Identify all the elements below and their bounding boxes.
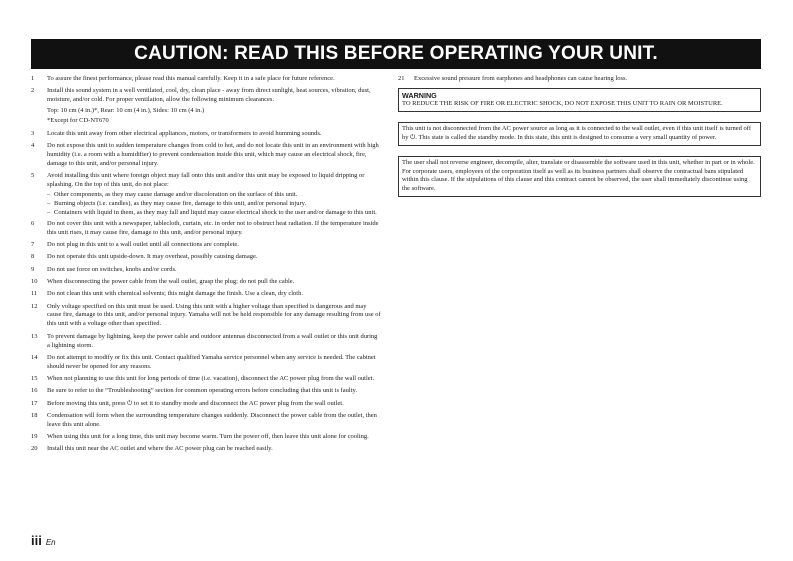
list-item bbox=[31, 266, 381, 277]
item-paragraph: Do not attempt to modify or fix this unit. Contact qualified Yamaha service personnel when any service is needed. The cabinet should never be opened for any reasons. bbox=[47, 353, 376, 370]
item-paragraph: When using this unit for a long time, this unit may become warm. Turn the power off, then leave this unit alone for cooling. bbox=[47, 433, 369, 441]
item-number: 13 bbox=[31, 332, 38, 340]
language-code: En bbox=[45, 538, 56, 547]
item-number: 14 bbox=[31, 353, 38, 361]
list-item bbox=[31, 400, 381, 411]
item-number: 4 bbox=[31, 141, 35, 149]
item-number: 17 bbox=[31, 399, 38, 407]
standby-notice-text: This unit is not disconnected from the AC power source as long as it is connected to the wall outlet, even if this unit itself is turned off by ⏻. This state is called the standby mode. In this state, this unit is designed to consume a very small quantity of power. bbox=[402, 124, 752, 141]
item-text bbox=[47, 130, 381, 141]
item-number: 5 bbox=[31, 171, 35, 179]
item-number: 11 bbox=[31, 290, 38, 298]
item-text bbox=[47, 241, 381, 252]
list-item bbox=[398, 75, 761, 84]
item-number: 1 bbox=[31, 75, 35, 82]
item-number: 8 bbox=[31, 253, 35, 261]
bullet-list bbox=[47, 191, 381, 218]
item-paragraph: Do not clean this unit with chemical solvents; this might damage the finish. Use a clean, dry cloth. bbox=[47, 290, 303, 298]
list-item bbox=[31, 142, 381, 170]
bullet-item bbox=[47, 191, 381, 200]
list-item bbox=[31, 172, 381, 218]
item-text bbox=[47, 172, 381, 218]
list-item bbox=[31, 241, 381, 252]
item-paragraph: When not planning to use this unit for long periods of time (i.e. vacation), disconnect the AC power plug from the wall outlet. bbox=[47, 375, 375, 383]
item-number: 2 bbox=[31, 87, 35, 95]
item-paragraph: To prevent damage by lightning, keep the power cable and outdoor antennas disconnected from a wall outlet or this unit during a lightning storm. bbox=[47, 332, 378, 349]
bullet-text: Containers with liquid in them, as they may fall and liquid may cause electrical shock to the user and/or damage to this unit. bbox=[54, 209, 377, 217]
item-number: 18 bbox=[31, 411, 38, 419]
list-item bbox=[31, 290, 381, 301]
item-number: 20 bbox=[31, 445, 38, 453]
list-item bbox=[31, 220, 381, 239]
warning-text: TO REDUCE THE RISK OF FIRE OR ELECTRIC SHOCK, DO NOT EXPOSE THIS UNIT TO RAIN OR MOISTURE. bbox=[402, 99, 723, 107]
item-text bbox=[47, 333, 381, 352]
bullet-text: Burning objects (i.e. candles), as they may cause fire, damage to this unit, and/or personal injury. bbox=[54, 200, 307, 208]
list-item bbox=[31, 412, 381, 431]
item-number: 3 bbox=[31, 129, 35, 137]
list-item bbox=[31, 445, 381, 456]
item-number: 9 bbox=[31, 265, 35, 273]
item-paragraph: Do not operate this unit upside-down. It may overheat, possibly causing damage. bbox=[47, 253, 258, 261]
bullet-item bbox=[47, 200, 381, 209]
item-number: 21 bbox=[398, 75, 405, 82]
item-paragraph: Do not expose this unit to sudden temperature changes from cold to hot, and do not locate this unit in an environment with high humidity (i.e. a room with a humidifier) to prevent condensation inside this unit, which may cause an electrical shock, fire, damage to this unit, and/or personal injury. bbox=[47, 141, 379, 167]
item-text bbox=[47, 303, 381, 331]
left-column bbox=[31, 75, 381, 458]
item-number: 7 bbox=[31, 241, 35, 249]
item-paragraph: Install this unit near the AC outlet and where the AC power plug can be reached easily. bbox=[47, 445, 273, 453]
item-text bbox=[47, 375, 381, 386]
item-text bbox=[47, 445, 381, 456]
item-number: 10 bbox=[31, 277, 38, 285]
item-text bbox=[47, 278, 381, 289]
item-number: 16 bbox=[31, 387, 38, 395]
bullet-item bbox=[47, 209, 381, 218]
list-item bbox=[31, 387, 381, 398]
item-paragraph: Before moving this unit, press ⏻ to set it to standby mode and disconnect the AC power plug from the wall outlet. bbox=[47, 399, 344, 407]
item-number: 12 bbox=[31, 302, 38, 310]
item-paragraph: When disconnecting the power cable from the wall outlet, grasp the plug; do not pull the cable. bbox=[47, 277, 295, 285]
list-item bbox=[31, 433, 381, 444]
item-text bbox=[47, 400, 381, 411]
item-text bbox=[47, 87, 381, 127]
caution-banner bbox=[31, 39, 761, 69]
caution-title: CAUTION: READ THIS BEFORE OPERATING YOUR UNIT. bbox=[134, 43, 658, 64]
item-paragraph: Do not use force on switches, knobs and/or cords. bbox=[47, 265, 177, 273]
item-text bbox=[47, 253, 381, 264]
list-item bbox=[31, 303, 381, 331]
item-text bbox=[47, 387, 381, 398]
list-item bbox=[31, 253, 381, 264]
item-text bbox=[47, 433, 381, 444]
item-paragraph: *Except for CD-NT670 bbox=[47, 117, 109, 125]
item-text bbox=[47, 290, 381, 301]
list-item bbox=[31, 375, 381, 386]
item-paragraph: Do not plug in this unit to a wall outlet until all connections are complete. bbox=[47, 241, 239, 249]
warning-title: WARNING bbox=[402, 90, 437, 100]
software-notice-box bbox=[398, 156, 761, 198]
list-item bbox=[31, 354, 381, 373]
item-paragraph: Avoid installing this unit where foreign object may fall onto this unit and/or this unit may be exposed to liquid dripping or splashing. On the top of this unit, do not place: bbox=[47, 171, 365, 188]
list-item bbox=[31, 130, 381, 141]
item-text bbox=[47, 75, 381, 86]
list-item bbox=[31, 75, 381, 86]
list-item bbox=[31, 87, 381, 127]
item-text: Excessive sound pressure from earphones and headphones can cause hearing loss. bbox=[414, 75, 628, 82]
list-item bbox=[31, 333, 381, 352]
item-paragraph: Condensation will form when the surrounding temperature changes suddenly. Disconnect the power cable from the outlet, then leave this unit alone. bbox=[47, 411, 377, 428]
page-number: iii bbox=[31, 533, 42, 548]
item-text bbox=[47, 220, 381, 239]
item-number: 19 bbox=[31, 433, 38, 441]
bullet-text: Other components, as they may cause damage and/or discoloration on the surface of this unit. bbox=[54, 191, 298, 199]
item-paragraph: Only voltage specified on this unit must be used. Using this unit with a higher voltage than specified is dangerous and may cause fire, damage to this unit, and/or personal injury. Yamaha will not be held responsible for any damage resulting from use of this unit with a voltage other than specified. bbox=[47, 302, 381, 328]
right-column bbox=[398, 75, 761, 197]
warning-box bbox=[398, 88, 761, 112]
item-text bbox=[47, 266, 381, 277]
item-paragraph: Top: 10 cm (4 in.)*, Rear: 10 cm (4 in.), Sides: 10 cm (4 in.) bbox=[47, 106, 205, 114]
item-number: 6 bbox=[31, 219, 35, 227]
dash-icon: – bbox=[47, 200, 51, 208]
item-paragraph: Locate this unit away from other electrical appliances, motors, or transformers to avoid humming sounds. bbox=[47, 129, 322, 137]
list-item bbox=[31, 278, 381, 289]
item-paragraph: To assure the finest performance, please read this manual carefully. Keep it in a safe place for future reference. bbox=[47, 75, 335, 82]
item-text bbox=[47, 142, 381, 170]
page-footer bbox=[31, 533, 56, 548]
standby-notice-box bbox=[398, 122, 761, 146]
item-paragraph: Do not cover this unit with a newspaper, tablecloth, curtain, etc. in order not to obstruct heat radiation. If the temperature inside this unit rises, it may cause fire, damage to this unit, and/or personal injury. bbox=[47, 219, 379, 236]
software-notice-text: The user shall not reverse engineer, decompile, alter, translate or disassemble the software used in this unit, whether in part or in whole. For corporate users, employees of the corporation itself as well as its business partners shall observe the contractual bans stipulated within this clause. If the stipulations of this clause and this contract cannot be observed, the user shall immediately discontinue using the software. bbox=[402, 158, 755, 193]
dash-icon: – bbox=[47, 191, 51, 199]
item-paragraph: Install this sound system in a well ventilated, cool, dry, clean place - away from direct sunlight, heat sources, vibration, dust, moisture, and/or cold. For proper ventilation, allow the following minimum clearances. bbox=[47, 87, 371, 104]
item-number: 15 bbox=[31, 375, 38, 383]
item-text bbox=[47, 412, 381, 431]
dash-icon: – bbox=[47, 209, 51, 217]
item-paragraph: Be sure to refer to the “Troubleshooting” section for common operating errors before concluding that this unit is faulty. bbox=[47, 387, 357, 395]
item-text bbox=[47, 354, 381, 373]
